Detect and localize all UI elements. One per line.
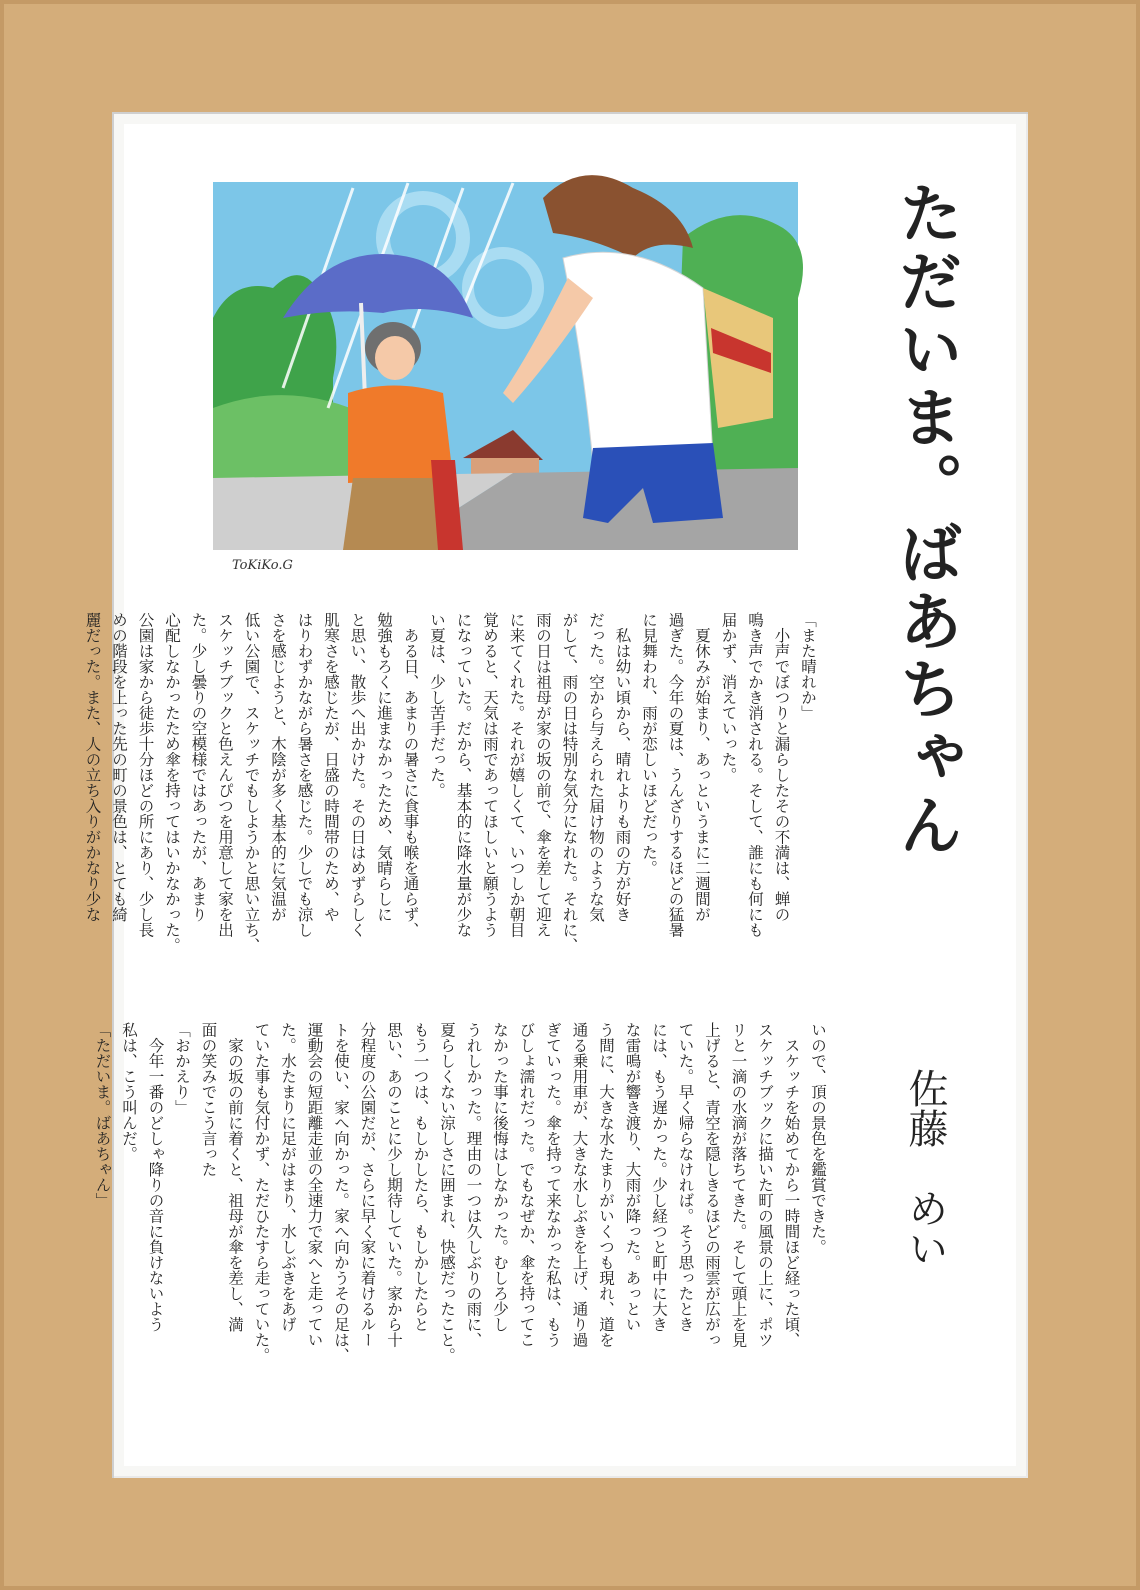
text-column: いので、頂の景色を鑑賞できた。 — [809, 1022, 827, 1255]
text-column: た。水たまりに足がはまり、水しぶきをあげ — [279, 1022, 297, 1332]
text-column: はりわずかながら暑さを感じた。少しでも涼し — [295, 612, 314, 938]
text-column: 届かず、消えていった。 — [719, 612, 738, 783]
text-column: うれしかった。理由の一つは久しぶりの雨に、 — [464, 1022, 483, 1348]
text-column: 過ぎた。今年の夏は、うんざりするほどの猛暑 — [666, 612, 685, 938]
text-column: 私は幼い頃から、晴れよりも雨の方が好き — [613, 612, 632, 922]
text-column: に見舞われ、雨が恋しいほどだった。 — [640, 612, 658, 876]
text-column: 雨の日は祖母が家の坂の前で、傘を差して迎え — [534, 612, 552, 938]
text-column: めの階段を上った先の町の景色は、とても綺 — [110, 612, 128, 922]
text-column: 通る乗用車が、大きな水しぶきを上げ、通り過 — [570, 1022, 589, 1348]
text-column: さを感じようと、木陰が多く基本的に気温が — [269, 612, 287, 922]
text-column: スケッチブックに描いた町の風景の上に、ポツ — [756, 1022, 774, 1348]
text-column: トを使い、家へ向かった。家へ向かうその足は、 — [332, 1022, 350, 1363]
text-column: には、もう遅かった。少し経つと町中に大き — [650, 1022, 668, 1332]
text-column: 鳴き声でかき消される。そして、誰にも何にも — [746, 612, 764, 938]
text-column: がして、雨の日は特別な気分になれた。それに、 — [560, 612, 579, 953]
author-family-name: 佐藤 — [902, 1068, 948, 1148]
text-column: なかった事に後悔はしなかった。むしろ少し — [491, 1022, 509, 1332]
author-given-name: めい — [902, 1188, 948, 1268]
text-column: リと一滴の水滴が落ちてきた。そして頭上を見 — [729, 1022, 748, 1348]
text-column: う間に、大きな水たまりがいくつも現れ、道を — [597, 1022, 615, 1348]
text-column: 思い、あのことに少し期待していた。家から十 — [385, 1022, 403, 1348]
text-column: 夏休みが始まり、あっというまに二週間が — [693, 612, 711, 922]
text-column: スケッチを始めてから一時間ほど経った頃、 — [782, 1022, 801, 1348]
text-column: 運動会の短距離走並の全速力で家へと走ってい — [305, 1022, 324, 1348]
text-column: 私は、こう叫んだ。 — [120, 1022, 138, 1162]
text-column: と思い、散歩へ出かけた。その日はめずらしく — [348, 612, 367, 938]
text-column: 面の笑みでこう言った — [199, 1022, 218, 1177]
text-column: 公園は家から徒歩十分ほどの所にあり、少し長 — [136, 612, 155, 938]
text-column: もう一つは、もしかしたら、もしかしたらと — [411, 1022, 430, 1332]
author-name — [900, 1068, 950, 1318]
text-column: ていた事も気付かず、ただひたすら走っていた。 — [252, 1022, 271, 1363]
text-column: た。少し曇りの空模様ではあったが、あまり — [189, 612, 208, 922]
girl-shorts — [583, 443, 723, 523]
text-column: に来てくれた。それが嬉しくて、いつしか朝目 — [507, 612, 526, 938]
text-column: 低い公園で、スケッチでもしようかと思い立ち、 — [242, 612, 261, 953]
text-column: 「また晴れか」 — [799, 612, 817, 721]
text-column: 今年一番のどしゃ降りの音に負けないよう — [146, 1022, 165, 1332]
story-title: ただいま。ばあちゃん — [888, 180, 963, 860]
text-column: い夏は、少し苦手だった。 — [428, 612, 446, 798]
story-body-lower — [93, 1022, 831, 1432]
text-column: 家の坂の前に着くと、祖母が傘を差し、満 — [226, 1022, 244, 1332]
text-column: な雷鳴が響き渡り、大雨が降った。あっとい — [623, 1022, 642, 1332]
grandma-face — [375, 336, 415, 380]
text-column: 心配しなかったため傘を持ってはいかなかった。 — [163, 612, 181, 953]
text-column: びしょ濡れだった。でもなぜか、傘を持ってこ — [517, 1022, 536, 1348]
artist-signature: ToKiKo.G — [232, 558, 293, 573]
text-column: 分程度の公園だが、さらに早く家に着けるルー — [358, 1022, 377, 1348]
text-column: 「ただいま。ばあちゃん」 — [93, 1022, 112, 1208]
text-column: 覚めると、天気は雨であってほしいと願うよう — [481, 612, 499, 938]
text-column: 夏らしくない涼しさに囲まれ、快感だったこと。 — [438, 1022, 456, 1363]
text-column: だった。空から与えられた届け物のような気 — [587, 612, 605, 922]
text-column: になっていた。だから、基本的に降水量が少な — [454, 612, 473, 938]
text-column: 「おかえり」 — [173, 1022, 191, 1115]
text-column: スケッチブックと色えんぴつを用意して家を出 — [216, 612, 234, 938]
text-column: 肌寒さを感じたが、日盛の時間帯のため、や — [322, 612, 340, 922]
text-column: 小声でぼつりと漏らしたその不満は、蝉の — [772, 612, 791, 922]
text-column: 上げると、青空を隠しきるほどの雨雲が広がっ — [703, 1022, 721, 1348]
text-column: ていた。早く帰らなければ。そう思ったとき — [676, 1022, 695, 1332]
illustration-grandma-and-girl-in-rain — [213, 178, 813, 558]
text-column: 麗だった。また、人の立ち入りがかなり少な — [83, 612, 102, 922]
story-body-upper — [83, 612, 821, 1032]
text-column: ぎていった。傘を持って来なかった私は、もう — [544, 1022, 562, 1348]
text-column: ある日、あまりの暑さに食事も喉を通らず、 — [401, 612, 420, 938]
text-column: 勉強もろくに進まなかったため、気晴らしに — [375, 612, 393, 922]
